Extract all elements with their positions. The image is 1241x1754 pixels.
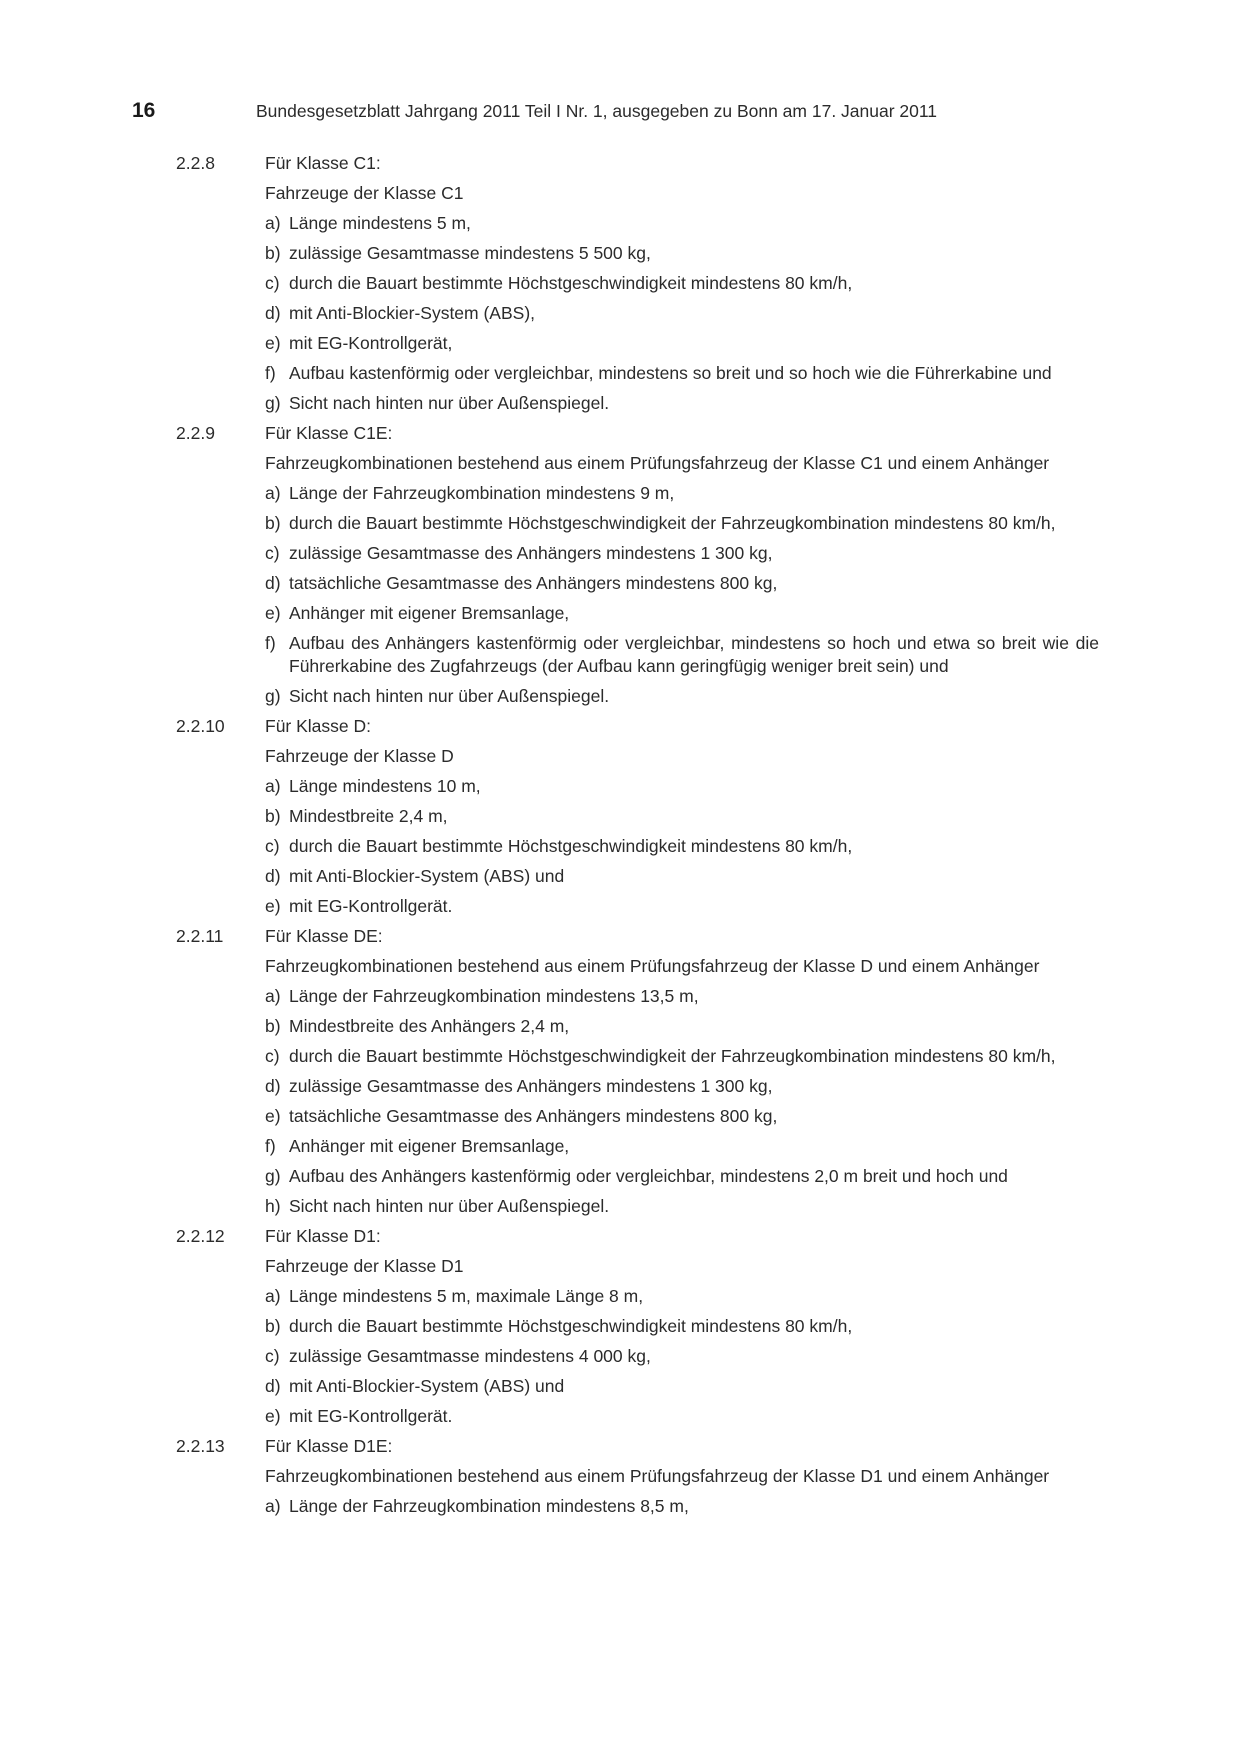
list-item bbox=[265, 1135, 1099, 1158]
section-number: 2.2.11 bbox=[176, 926, 224, 946]
section-number: 2.2.12 bbox=[176, 1226, 225, 1246]
section-number: 2.2.8 bbox=[176, 153, 215, 173]
section-intro: Fahrzeugkombinationen bestehend aus einem Prüfungsfahrzeug der Klasse D1 und einem Anhänger bbox=[265, 1466, 1050, 1486]
list-item-label: a) bbox=[265, 776, 281, 796]
list-item bbox=[265, 1015, 1099, 1038]
list-item-label: b) bbox=[265, 1316, 281, 1336]
list-item bbox=[265, 1345, 1099, 1368]
list-item-text: Länge mindestens 5 m, bbox=[289, 213, 471, 233]
list-item-text: Aufbau des Anhängers kastenförmig oder vergleichbar, mindestens 2,0 m breit und hoch und bbox=[289, 1166, 1008, 1186]
list-item-text: Anhänger mit eigener Bremsanlage, bbox=[289, 603, 570, 623]
list-item-label: a) bbox=[265, 483, 281, 503]
list-item-text: zulässige Gesamtmasse mindestens 5 500 kg, bbox=[289, 243, 651, 263]
section-number: 2.2.10 bbox=[176, 716, 225, 736]
list-item-text: durch die Bauart bestimmte Höchstgeschwindigkeit mindestens 80 km/h, bbox=[289, 1316, 853, 1336]
list-item-label: a) bbox=[265, 1286, 281, 1306]
list-item-label: c) bbox=[265, 836, 280, 856]
list-item-text: durch die Bauart bestimmte Höchstgeschwindigkeit der Fahrzeugkombination mindestens 80 km/h, bbox=[289, 513, 1056, 533]
list-item-text: Aufbau kastenförmig oder vergleichbar, mindestens so breit und so hoch wie die Führerkabine und bbox=[289, 363, 1052, 383]
section bbox=[0, 152, 1241, 415]
list-item bbox=[265, 602, 1099, 625]
list-item-text: Sicht nach hinten nur über Außenspiegel. bbox=[289, 1196, 610, 1216]
list-item bbox=[265, 632, 1099, 678]
section bbox=[0, 1435, 1241, 1518]
list-item bbox=[265, 1165, 1099, 1188]
list-item-label: c) bbox=[265, 273, 280, 293]
section-title: Für Klasse C1E: bbox=[265, 423, 393, 443]
list-item-label: g) bbox=[265, 393, 281, 413]
list-item-text: durch die Bauart bestimmte Höchstgeschwindigkeit mindestens 80 km/h, bbox=[289, 273, 853, 293]
requirement-list bbox=[0, 482, 1241, 708]
list-item-label: f) bbox=[265, 363, 276, 383]
list-item-label: b) bbox=[265, 243, 281, 263]
list-item bbox=[265, 332, 1099, 355]
list-item-text: Länge mindestens 10 m, bbox=[289, 776, 481, 796]
list-item-label: b) bbox=[265, 513, 281, 533]
list-item bbox=[265, 835, 1099, 858]
list-item-label: c) bbox=[265, 543, 280, 563]
list-item-label: e) bbox=[265, 1406, 281, 1426]
list-item-label: f) bbox=[265, 633, 276, 653]
section-title: Für Klasse C1: bbox=[265, 153, 381, 173]
list-item-label: a) bbox=[265, 1496, 281, 1516]
section-intro: Fahrzeugkombinationen bestehend aus einem Prüfungsfahrzeug der Klasse D und einem Anhänger bbox=[265, 956, 1040, 976]
list-item bbox=[265, 1495, 1099, 1518]
list-item-text: mit EG-Kontrollgerät. bbox=[289, 1406, 453, 1426]
list-item bbox=[265, 482, 1099, 505]
list-item-text: Sicht nach hinten nur über Außenspiegel. bbox=[289, 686, 610, 706]
list-item-text: mit Anti-Blockier-System (ABS), bbox=[289, 303, 536, 323]
list-item-text: Länge der Fahrzeugkombination mindestens 13,5 m, bbox=[289, 986, 699, 1006]
list-item-text: Aufbau des Anhängers kastenförmig oder vergleichbar, mindestens so hoch und etwa so breit wie die Führerkabine des Zugfahrzeugs (der Aufbau kann geringfügig weniger breit sein) und bbox=[289, 633, 1099, 676]
list-item-text: Länge mindestens 5 m, maximale Länge 8 m, bbox=[289, 1286, 644, 1306]
list-item-label: a) bbox=[265, 213, 281, 233]
section bbox=[0, 1225, 1241, 1428]
list-item-text: zulässige Gesamtmasse des Anhängers mindestens 1 300 kg, bbox=[289, 543, 773, 563]
list-item-text: Mindestbreite des Anhängers 2,4 m, bbox=[289, 1016, 570, 1036]
list-item bbox=[265, 272, 1099, 295]
section bbox=[0, 422, 1241, 708]
list-item-text: mit EG-Kontrollgerät. bbox=[289, 896, 453, 916]
requirement-list bbox=[0, 212, 1241, 415]
list-item bbox=[265, 542, 1099, 565]
section bbox=[0, 715, 1241, 918]
list-item-label: a) bbox=[265, 986, 281, 1006]
list-item-label: d) bbox=[265, 866, 281, 886]
requirement-list bbox=[0, 1285, 1241, 1428]
list-item-label: e) bbox=[265, 333, 281, 353]
list-item-label: d) bbox=[265, 303, 281, 323]
list-item-text: mit EG-Kontrollgerät, bbox=[289, 333, 453, 353]
list-item-label: d) bbox=[265, 1376, 281, 1396]
section-title: Für Klasse D1E: bbox=[265, 1436, 393, 1456]
list-item bbox=[265, 512, 1099, 535]
list-item bbox=[265, 362, 1099, 385]
list-item-text: Länge der Fahrzeugkombination mindestens 9 m, bbox=[289, 483, 675, 503]
list-item-label: c) bbox=[265, 1046, 280, 1066]
list-item-label: g) bbox=[265, 686, 281, 706]
running-header: Bundesgesetzblatt Jahrgang 2011 Teil I Nr. 1, ausgegeben zu Bonn am 17. Januar 2011 bbox=[256, 101, 938, 121]
list-item-text: zulässige Gesamtmasse mindestens 4 000 kg, bbox=[289, 1346, 651, 1366]
section-number: 2.2.13 bbox=[176, 1436, 225, 1456]
list-item bbox=[265, 302, 1099, 325]
list-item bbox=[265, 1315, 1099, 1338]
list-item-text: zulässige Gesamtmasse des Anhängers mindestens 1 300 kg, bbox=[289, 1076, 773, 1096]
list-item-text: durch die Bauart bestimmte Höchstgeschwindigkeit mindestens 80 km/h, bbox=[289, 836, 853, 856]
list-item-text: tatsächliche Gesamtmasse des Anhängers mindestens 800 kg, bbox=[289, 1106, 778, 1126]
list-item bbox=[265, 1405, 1099, 1428]
list-item-text: Sicht nach hinten nur über Außenspiegel. bbox=[289, 393, 610, 413]
list-item bbox=[265, 685, 1099, 708]
list-item bbox=[265, 212, 1099, 235]
list-item bbox=[265, 1045, 1099, 1068]
list-item-label: h) bbox=[265, 1196, 281, 1216]
requirement-list bbox=[0, 1495, 1241, 1518]
list-item bbox=[265, 985, 1099, 1008]
list-item bbox=[265, 865, 1099, 888]
list-item-label: e) bbox=[265, 1106, 281, 1126]
section-intro: Fahrzeuge der Klasse C1 bbox=[265, 183, 464, 203]
list-item-label: e) bbox=[265, 896, 281, 916]
list-item bbox=[265, 1105, 1099, 1128]
section-intro: Fahrzeuge der Klasse D1 bbox=[265, 1256, 464, 1276]
list-item bbox=[265, 572, 1099, 595]
list-item-label: d) bbox=[265, 573, 281, 593]
list-item-text: durch die Bauart bestimmte Höchstgeschwindigkeit der Fahrzeugkombination mindestens 80 km/h, bbox=[289, 1046, 1056, 1066]
list-item-text: Länge der Fahrzeugkombination mindestens 8,5 m, bbox=[289, 1496, 689, 1516]
section-title: Für Klasse DE: bbox=[265, 926, 383, 946]
section bbox=[0, 925, 1241, 1218]
list-item-label: e) bbox=[265, 603, 281, 623]
section-intro: Fahrzeuge der Klasse D bbox=[265, 746, 454, 766]
list-item-label: f) bbox=[265, 1136, 276, 1156]
section-title: Für Klasse D1: bbox=[265, 1226, 381, 1246]
document-body bbox=[0, 152, 1241, 1525]
list-item bbox=[265, 1075, 1099, 1098]
list-item-text: Mindestbreite 2,4 m, bbox=[289, 806, 448, 826]
list-item-label: c) bbox=[265, 1346, 280, 1366]
list-item bbox=[265, 775, 1099, 798]
requirement-list bbox=[0, 775, 1241, 918]
list-item-label: b) bbox=[265, 1016, 281, 1036]
list-item bbox=[265, 805, 1099, 828]
list-item-text: tatsächliche Gesamtmasse des Anhängers mindestens 800 kg, bbox=[289, 573, 778, 593]
list-item-text: mit Anti-Blockier-System (ABS) und bbox=[289, 866, 565, 886]
section-number: 2.2.9 bbox=[176, 423, 215, 443]
list-item bbox=[265, 392, 1099, 415]
list-item bbox=[265, 242, 1099, 265]
page-number: 16 bbox=[132, 99, 156, 122]
list-item bbox=[265, 1375, 1099, 1398]
section-title: Für Klasse D: bbox=[265, 716, 371, 736]
list-item-label: d) bbox=[265, 1076, 281, 1096]
section-intro: Fahrzeugkombinationen bestehend aus einem Prüfungsfahrzeug der Klasse C1 und einem Anhänger bbox=[265, 453, 1050, 473]
list-item-text: Anhänger mit eigener Bremsanlage, bbox=[289, 1136, 570, 1156]
list-item-label: g) bbox=[265, 1166, 281, 1186]
list-item bbox=[265, 1285, 1099, 1308]
list-item bbox=[265, 895, 1099, 918]
list-item-text: mit Anti-Blockier-System (ABS) und bbox=[289, 1376, 565, 1396]
requirement-list bbox=[0, 985, 1241, 1218]
list-item bbox=[265, 1195, 1099, 1218]
list-item-label: b) bbox=[265, 806, 281, 826]
